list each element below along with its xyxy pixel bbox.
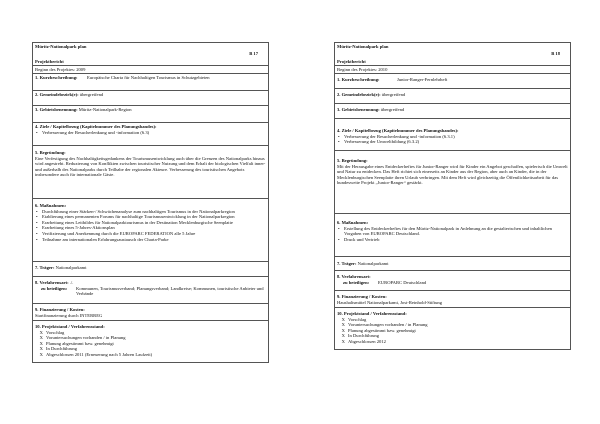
list-item: • Etablierung eines permanenten Forums für nachhaltige Tourismusentwicklung in der Nationalparkregion [35, 214, 266, 220]
section-goals [33, 123, 268, 146]
status-mark: X [39, 329, 43, 335]
list-item: • Erstellung des Entdeckerheftes für den Müritz-Nationalpark in Anlehnung an die gestalterischen und inhaltlichen Vorgaben von EUROPARC Deutschland. [337, 226, 568, 237]
section-financing [335, 291, 570, 308]
list-item: • Durchführung einer Stärken-/ Schwächenanalyse zum nachhaltigen Tourismus in der Nationalparkregion [35, 209, 266, 215]
list-item: • Verbesserung der Besucherlenkung und -information (6.3.1) [337, 134, 568, 140]
status-mark: X [39, 340, 43, 346]
project-code: B 17 [249, 51, 258, 56]
section-short-description [335, 74, 570, 89]
list-item: • Erarbeitung eines Leitbildes für Nationalparktourismus in der Destination Mecklenburgische Seenplatte [35, 220, 266, 226]
list-item: • Verbesserung der Umweltbildung (6.3.2) [337, 139, 568, 145]
section-label: 2. Gemeindebezirk(e): [35, 92, 79, 97]
project-code: B 18 [551, 51, 560, 56]
list-item: • Druck und Vertrieb [337, 237, 568, 243]
status-mark: X [39, 346, 43, 352]
section-label: 7. Träger: [35, 265, 55, 270]
section-measures [335, 214, 570, 257]
section-measures [33, 199, 268, 262]
section-value: ./. [69, 280, 74, 285]
status-text: In Durchführung [46, 346, 77, 352]
report-title: Projektbericht [35, 59, 64, 64]
section-label: 9. Finanzierung / Kosten: [35, 307, 85, 312]
status-mark: X [39, 351, 43, 357]
section-value: übergreifend [380, 107, 405, 112]
sheet-header [33, 43, 268, 66]
project-begin: Beginn des Projektes: 2009 [33, 66, 268, 74]
status-text: Vorschlag [348, 316, 367, 322]
section-municipality [335, 89, 570, 104]
section-label: 1. Kurzbeschreibung: [35, 75, 78, 80]
section-label: 4. Ziele / Kapitelbezug (Kapitelnummer des Planungsbandes): [35, 124, 157, 129]
section-value: übergreifend [381, 92, 406, 97]
org-title: Müritz-Nationalpark plan [337, 44, 389, 49]
section-label: 8. Verfahrensart: [337, 274, 371, 279]
section-procedure [33, 277, 268, 304]
section-value: Junior-Ranger-Fernlehrheft [397, 77, 448, 82]
section-label: 7. Träger: [337, 261, 357, 266]
section-label: 9. Finanzierung / Kosten: [337, 294, 387, 299]
org-title: Müritz-Nationalpark plan [35, 44, 87, 49]
status-text: Voruntersuchungen vorhanden / in Planung [348, 322, 428, 328]
participants-value: EUROPARC Deutschland [378, 279, 427, 285]
section-value: Haushaltsmittel Nationalparkamt, Jost-Reinhold-Stiftung [337, 299, 443, 305]
section-value: Nationalparkamt [55, 265, 87, 270]
status-text: Planung abgestimmt bzw. genehmigt [46, 340, 114, 346]
status-mark: X [341, 333, 345, 339]
section-value: Mit der Herausgabe eines Entdeckerheftes für Junior-Ranger wird für Kinder ein Angebot geschaffen, spielerisch die Umwelt und Natur zu entdecken. Das Heft richtet sich einerseits an Kinder aus der Region, aber auch an Kinder, die in der Mecklenburgischen Seenplatte ihren Urlaub verbringen. Mit dem Heft wird gleichzeitig die Öffentlichkeitsarbeit für das bundesweite Projekt „Junior-Ranger“ gestärkt. [337, 163, 568, 186]
section-value: Eine Verfestigung des Nachhaltigkeitsgedankens der Tourismusentwicklung auch über die Grenzen des Nationalparks hinaus wird angestrebt. Reduzierung von Konflikten zwischen touristischer Nutzung und dem Erhalt der biologischen Vielfalt inner- und außerhalb des Nationalparks durch Teilhabe der regionalen Akteure. Verbesserung des touristischen Angebots insbesondere auch für internationale Gäste. [35, 155, 266, 178]
section-value: Europäische Charta für Nachhaltigen Tourismus in Schutzgebieten [87, 75, 210, 80]
report-title: Projektbericht [337, 59, 366, 64]
status-item [35, 352, 266, 358]
section-procedure [335, 271, 570, 291]
status-text: Abgeschlossen 2011 (Erneuerung nach 5 Jahren Laufzeit) [46, 351, 153, 357]
section-value: übergreifend [79, 92, 104, 97]
status-text: Vorschlag [46, 329, 65, 335]
section-value: Startfinanzierung durch INTERREG [35, 312, 103, 318]
section-financing [33, 304, 268, 321]
section-area [33, 106, 268, 123]
participants-label: zu beteiligen: [41, 285, 68, 291]
section-status [335, 308, 570, 350]
status-item [337, 339, 568, 345]
project-begin: Beginn des Projektes: 2010 [335, 66, 570, 74]
section-label: 4. Ziele / Kapitelbezug (Kapitelnummer des Planungsbandes): [337, 128, 459, 133]
list-item: • Erarbeitung eines 5-Jahres-Aktionsplan [35, 225, 266, 231]
list-item: • Verifizierung und Anerkennung durch die EUROPARC FEDERATION alle 5 Jahre [35, 231, 266, 237]
status-mark: X [341, 322, 345, 328]
section-short-description [33, 74, 268, 91]
status-text: Planung abgestimmt bzw. genehmigt [348, 327, 416, 333]
section-municipality [33, 91, 268, 106]
status-text: Abgeschlossen 2012 [348, 338, 386, 344]
section-label: 6. Maßnahmen: [337, 220, 369, 225]
section-status [33, 321, 268, 363]
status-mark: X [341, 327, 345, 333]
status-text: Voruntersuchungen vorhanden / in Planung [46, 335, 126, 341]
project-sheet-b17 [32, 42, 269, 363]
section-label: 2. Gemeindebezirk(e): [337, 92, 381, 97]
project-sheet-b18 [334, 42, 571, 350]
section-area [335, 104, 570, 119]
section-label: 8. Verfahrensart: [35, 280, 69, 285]
section-value: Nationalparkamt [357, 261, 389, 266]
section-goals [335, 119, 570, 151]
section-value: Müritz-Nationalpark-Region [78, 107, 132, 112]
section-reasoning [335, 151, 570, 214]
section-label: 10. Projektstand / Verfahrensstand: [35, 324, 105, 329]
section-label: 1. Kurzbeschreibung: [337, 77, 380, 82]
status-text: In Durchführung [348, 333, 379, 339]
status-mark: X [39, 335, 43, 341]
section-label: 6. Maßnahmen: [35, 203, 67, 208]
status-mark: X [341, 338, 345, 344]
section-label: 5. Begründung: [337, 158, 368, 163]
status-mark: X [341, 316, 345, 322]
list-item: • Teilnahme am internationalen Erfahrungsaustausch der Charta-Parke [35, 237, 266, 243]
section-sponsor [33, 262, 268, 277]
section-label: 3. Gebietsbenennung: [35, 107, 78, 112]
section-sponsor [335, 257, 570, 271]
sheet-header [335, 43, 570, 66]
list-item: • Verbesserung der Besucherlenkung und -information (6.3) [35, 130, 266, 136]
section-label: 10. Projektstand / Verfahrensstand: [337, 311, 407, 316]
participants-value: Kommunen, Tourismusverband; Planungsverband; Landkreise; Kommunen, touristische Anbieter und Verbände [76, 285, 264, 297]
participants-label: zu beteiligen: [343, 279, 370, 285]
section-label: 5. Begründung: [35, 150, 66, 155]
section-reasoning [33, 146, 268, 199]
section-label: 3. Gebietsbenennung: [337, 107, 380, 112]
